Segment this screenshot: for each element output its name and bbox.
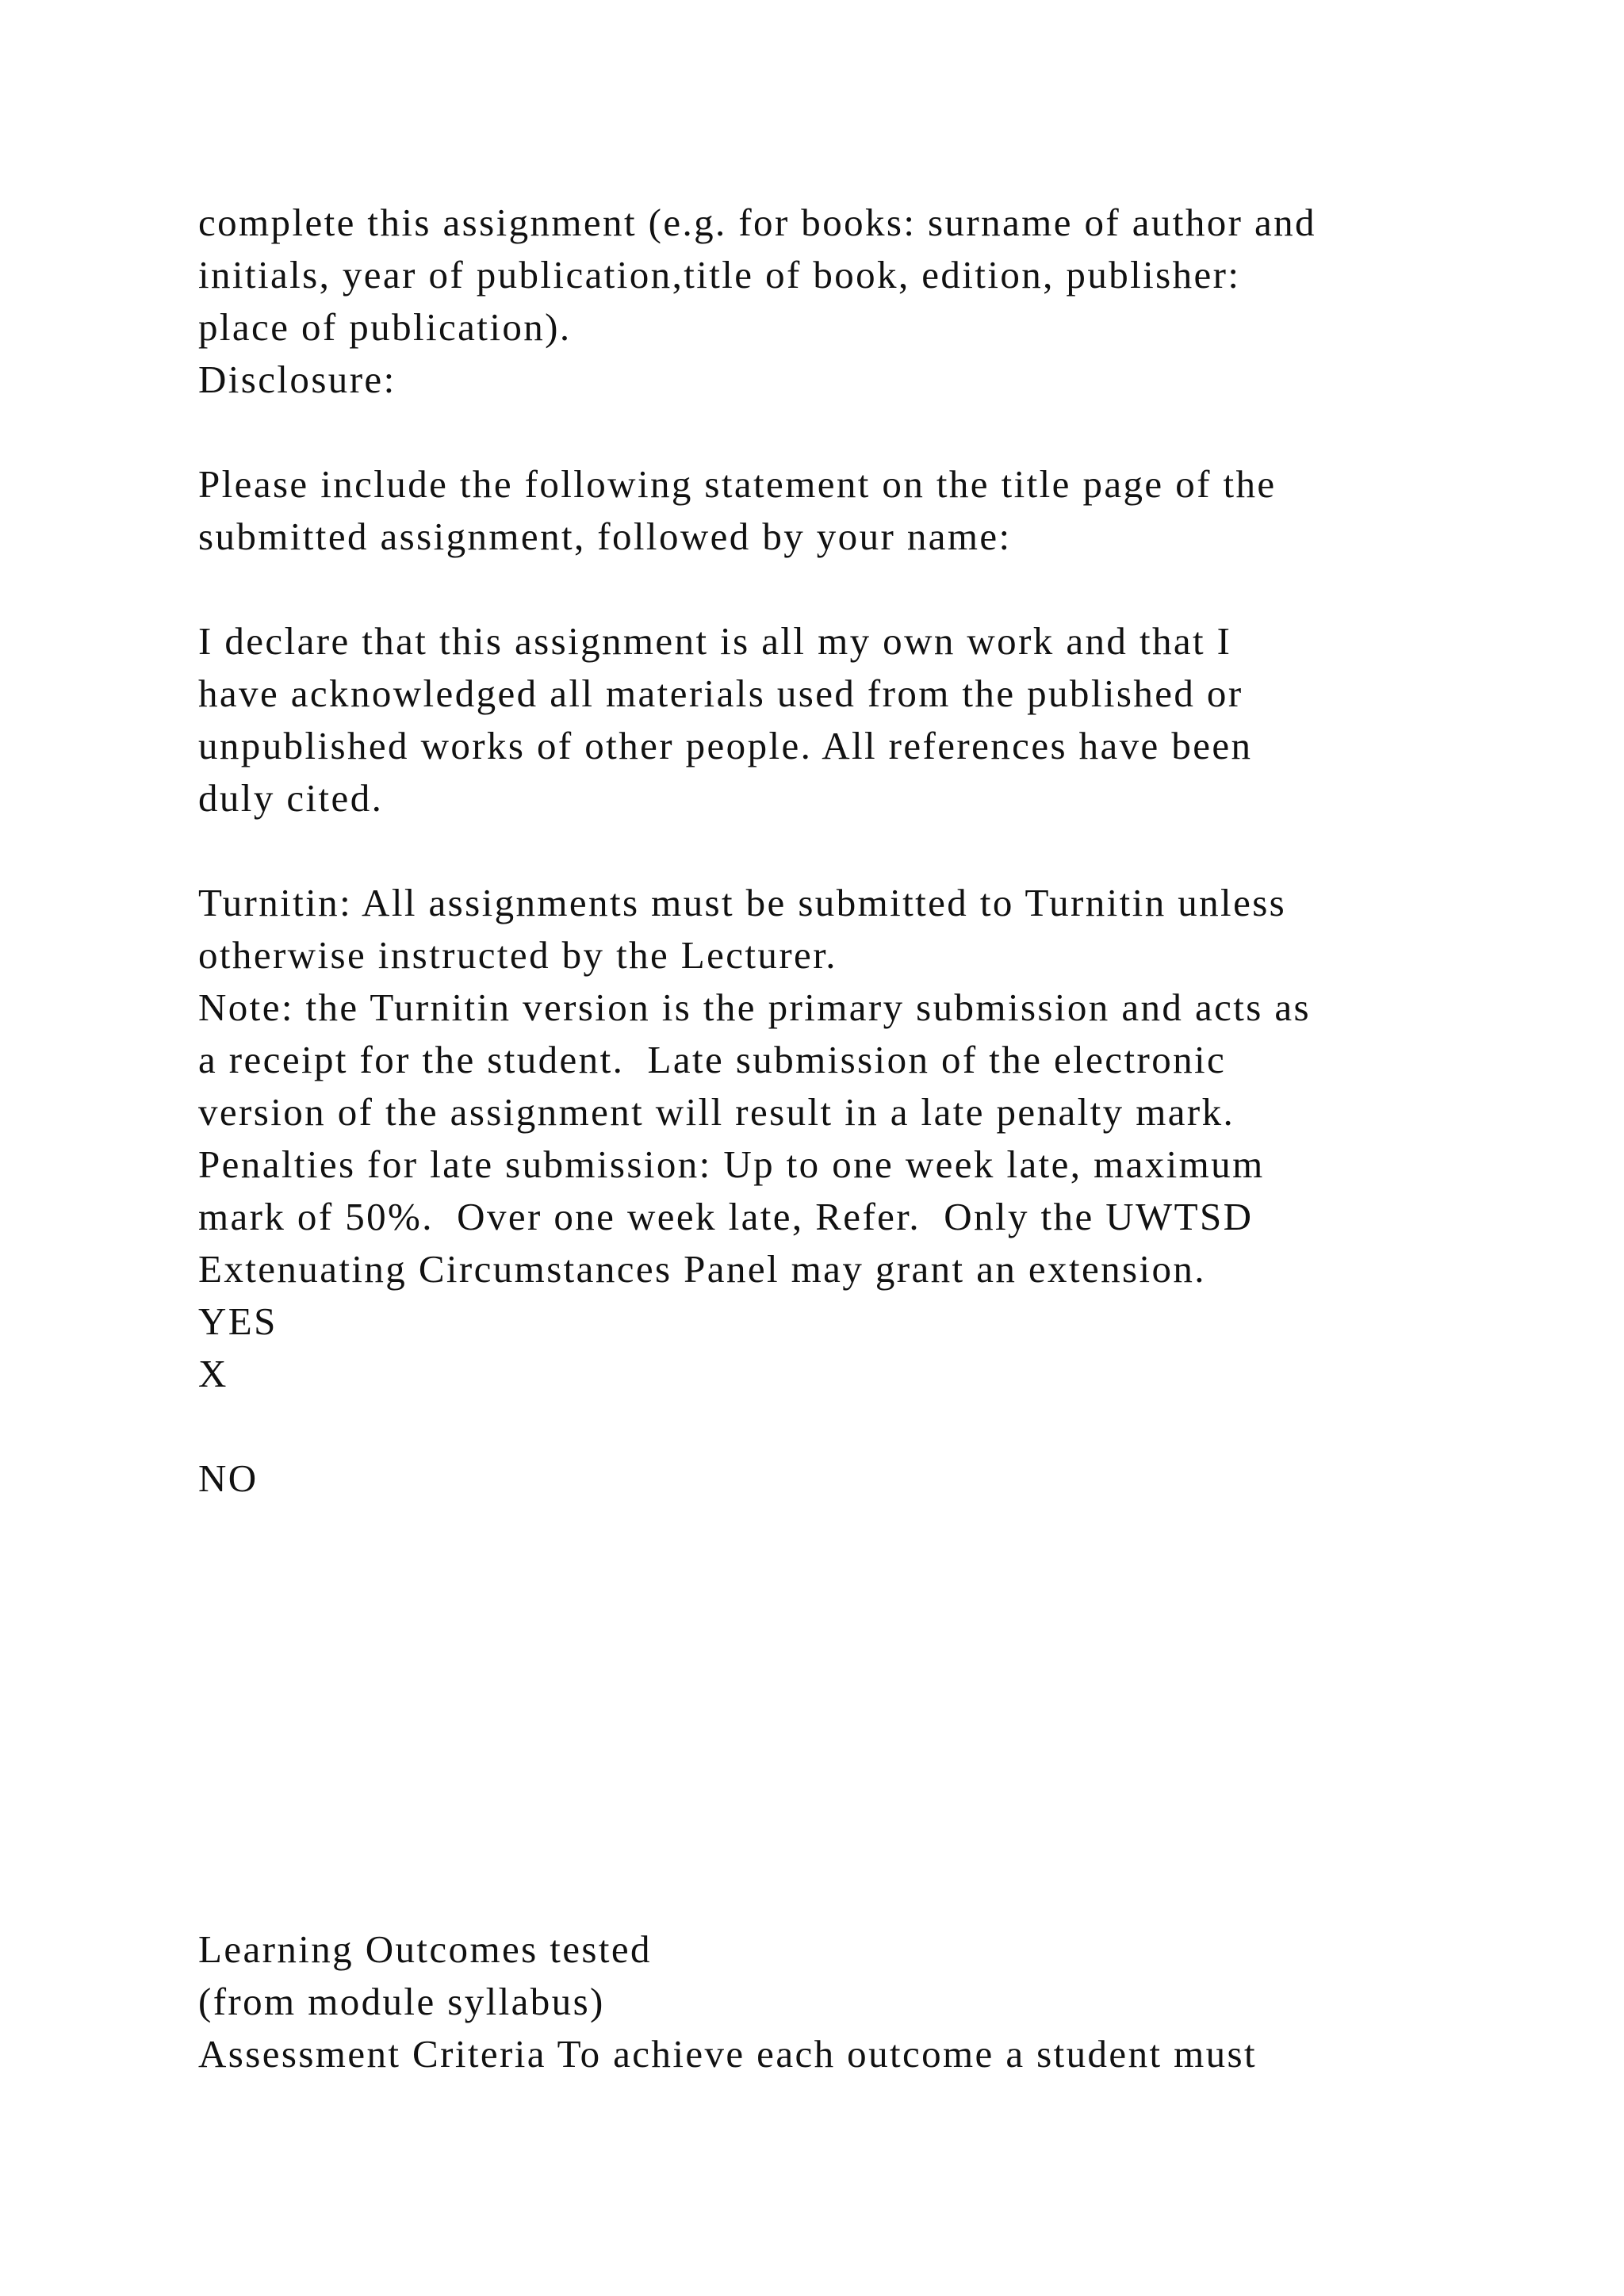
blank-space <box>198 1505 1546 1923</box>
yes-mark: X <box>198 1352 228 1395</box>
text-line: submitted assignment, followed by your name: <box>198 515 1012 558</box>
blank-line <box>198 563 1546 615</box>
text-line: Turnitin: All assignments must be submitted to Turnitin unless <box>198 881 1287 924</box>
text-line: have acknowledged all materials used from the published or <box>198 672 1243 715</box>
text-line: initials, year of publication,title of book, edition, publisher: <box>198 253 1241 297</box>
text-line: Note: the Turnitin version is the primary submission and acts as <box>198 985 1312 1029</box>
text-line: Extenuating Circumstances Panel may grant an extension. <box>198 1247 1206 1291</box>
intro-paragraph <box>198 197 1546 354</box>
text-line: place of publication). <box>198 305 572 349</box>
disclosure-heading: Disclosure: <box>198 358 396 401</box>
text-line: complete this assignment (e.g. for books: surname of author and <box>198 201 1316 244</box>
document-page <box>198 197 1546 2080</box>
yes-label: YES <box>198 1299 278 1343</box>
blank-line <box>198 825 1546 877</box>
text-line: unpublished works of other people. All references have been <box>198 724 1253 767</box>
text-line: Assessment Criteria To achieve each outcome a student must <box>198 2032 1258 2076</box>
turnitin-paragraph <box>198 877 1546 1295</box>
learning-outcomes-section <box>198 1923 1546 2080</box>
text-line: version of the assignment will result in a late penalty mark. <box>198 1090 1235 1134</box>
text-line: a receipt for the student. Late submission of the electronic <box>198 1038 1227 1081</box>
blank-line <box>198 1400 1546 1452</box>
text-line: I declare that this assignment is all my own work and that I <box>198 619 1232 663</box>
text-line: mark of 50%. Over one week late, Refer. Only the UWTSD <box>198 1195 1254 1238</box>
text-line: (from module syllabus) <box>198 1980 605 2023</box>
declaration-paragraph <box>198 615 1546 825</box>
text-line: Please include the following statement on the title page of the <box>198 462 1277 506</box>
no-label: NO <box>198 1456 259 1500</box>
text-line: Penalties for late submission: Up to one week late, maximum <box>198 1142 1265 1186</box>
blank-line <box>198 406 1546 458</box>
text-line: Learning Outcomes tested <box>198 1927 652 1971</box>
text-line: otherwise instructed by the Lecturer. <box>198 933 837 977</box>
statement-instruction-paragraph <box>198 458 1546 563</box>
text-line: duly cited. <box>198 776 384 820</box>
